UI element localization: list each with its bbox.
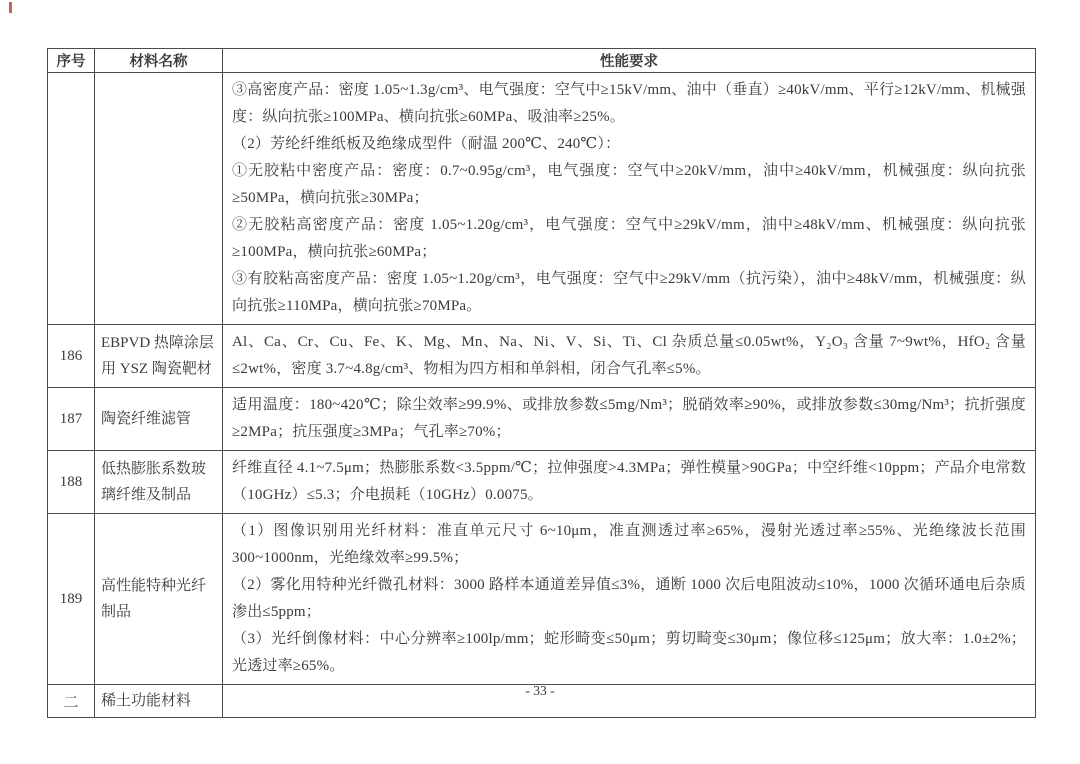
requirement-paragraph: ③高密度产品：密度 1.05~1.3g/cm³、电气强度：空气中≥15kV/mm、油中（垂直）≥40kV/mm、平行≥12kV/mm、机械强度：纵向抗张≥100MPa、横向抗张≥60MPa、吸油率≥25%。 — [232, 82, 1026, 125]
scan-artifact-mark — [9, 2, 12, 13]
requirement-paragraph: （3）光纤倒像材料：中心分辨率≥100lp/mm；蛇形畸变≤50μm；剪切畸变≤30μm；像位移≤125μm；放大率：1.0±2%；光透过率≥65%。 — [232, 631, 1026, 674]
requirement-paragraph: ②无胶粘高密度产品：密度 1.05~1.20g/cm³，电气强度：空气中≥29kV/mm，油中≥48kV/mm、机械强度：纵向抗张≥100MPa，横向抗张≥60MPa； — [232, 217, 1026, 260]
requirements-cell — [223, 514, 1036, 685]
table-row-continuation — [48, 73, 1036, 325]
serial-number-cell — [48, 73, 95, 325]
requirement-paragraph: Al、Ca、Cr、Cu、Fe、K、Mg、Mn、Na、Ni、V、Si、Ti、Cl 杂质总量≤0.05wt%，Y₂O₃ 含量 7~9wt%，HfO₂ 含量≤2wt%，密度 3.7~4.8g/cm³、物相为四方相和单斜相，闭合气孔率≤5%。 — [232, 334, 1026, 377]
material-name-cell — [95, 73, 223, 325]
serial-number-cell: 188 — [48, 451, 95, 514]
material-name-cell: EBPVD 热障涂层用 YSZ 陶瓷靶材 — [95, 325, 223, 388]
serial-number-cell: 二 — [48, 685, 95, 718]
requirements-cell — [223, 325, 1036, 388]
requirements-cell — [223, 451, 1036, 514]
table-row-189 — [48, 514, 1036, 685]
requirement-paragraph: （2）芳纶纤维纸板及绝缘成型件（耐温 200℃、240℃）： — [232, 136, 621, 152]
material-name-cell: 低热膨胀系数玻璃纤维及制品 — [95, 451, 223, 514]
serial-number-cell: 186 — [48, 325, 95, 388]
table-row-188 — [48, 451, 1036, 514]
header-cell-material-name: 材料名称 — [95, 49, 223, 73]
requirement-paragraph: ③有胶粘高密度产品：密度 1.05~1.20g/cm³，电气强度：空气中≥29kV/mm（抗污染），油中≥48kV/mm，机械强度：纵向抗张≥110MPa，横向抗张≥70MPa。 — [232, 271, 1026, 314]
requirement-paragraph: （2）雾化用特种光纤微孔材料：3000 路样本通道差异值≤3%，通断 1000 次后电阻波动≤10%，1000 次循环通电后杂质渗出≤5ppm； — [232, 577, 1026, 620]
page-number: - 33 - — [525, 683, 555, 698]
requirement-paragraph: ①无胶粘中密度产品：密度：0.7~0.95g/cm³，电气强度：空气中≥20kV/mm，油中≥40kV/mm，机械强度：纵向抗张≥50MPa，横向抗张≥30MPa； — [232, 163, 1026, 206]
serial-number-cell: 189 — [48, 514, 95, 685]
table-row-186 — [48, 325, 1036, 388]
header-cell-performance-requirements: 性能要求 — [223, 49, 1036, 73]
requirement-paragraph: 适用温度：180~420℃；除尘效率≥99.9%、或排放参数≤5mg/Nm³；脱硝效率≥90%，或排放参数≤30mg/Nm³；抗折强度≥2MPa；抗压强度≥3MPa；气孔率≥70%； — [232, 397, 1026, 440]
requirement-paragraph: （1）图像识别用光纤材料：准直单元尺寸 6~10μm，准直测透过率≥65%，漫射光透过率≥55%、光绝缘波长范围 300~1000nm，光绝缘效率≥99.5%； — [232, 523, 1026, 566]
serial-number-cell: 187 — [48, 388, 95, 451]
material-name-cell: 高性能特种光纤制品 — [95, 514, 223, 685]
materials-spec-table — [47, 48, 1036, 718]
header-cell-serial-number: 序号 — [48, 49, 95, 73]
requirements-cell — [223, 388, 1036, 451]
material-name-cell: 稀土功能材料 — [95, 685, 223, 718]
requirements-cell — [223, 73, 1036, 325]
requirement-paragraph: 纤维直径 4.1~7.5μm；热膨胀系数<3.5ppm/℃；拉伸强度>4.3MPa；弹性模量>90GPa；中空纤维<10ppm；产品介电常数（10GHz）≤5.3；介电损耗（10GHz）0.0075。 — [232, 460, 1026, 503]
material-name-cell: 陶瓷纤维滤管 — [95, 388, 223, 451]
table-header-row — [48, 49, 1036, 73]
table-row-187 — [48, 388, 1036, 451]
